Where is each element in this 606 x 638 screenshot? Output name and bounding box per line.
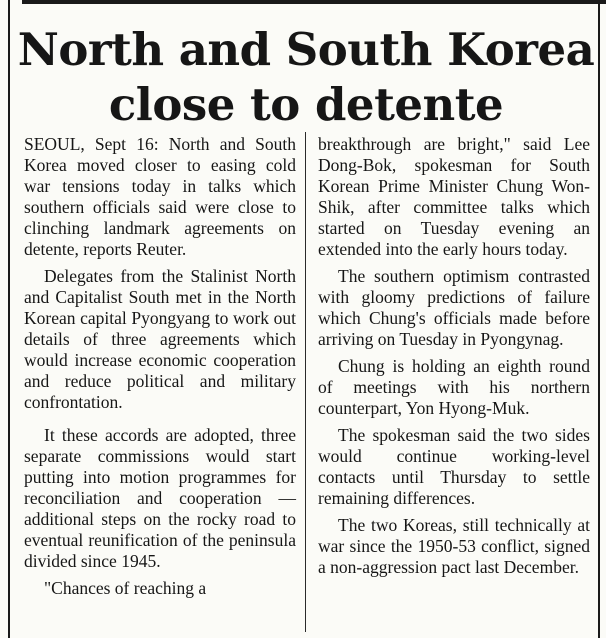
paragraph-optimism: The southern optimism contrasted with gloomy predictions of failure which Chung's officials made before arriving on Tuesday in Pyongynag. [318, 266, 590, 349]
paragraph-meetings: Chung is holding an eighth round of meetings with his northern counterpart, Yon Hyong-Muk. [318, 356, 590, 418]
column-divider [305, 132, 306, 632]
top-border-rule [22, 0, 606, 4]
paragraph-dateline: SEOUL, Sept 16: North and South Korea moved closer to easing cold war tensions today in talks which southern officials said were close to clinching landmark agreements on detente, reports Reuter. [24, 134, 296, 259]
paragraph-breakthrough: breakthrough are bright," said Lee Dong-Bok, spokesman for South Korean Prime Minister Chung Won-Shik, after committee talks which started on Tuesday evening an extended into the early hours today. [318, 134, 590, 259]
left-column [24, 134, 296, 605]
paragraph-two-koreas: The two Koreas, still technically at war since the 1950-53 conflict, signed a non-aggression pact last December. [318, 515, 590, 577]
paragraph-spokesman: The spokesman said the two sides would continue working-level contacts until Thursday to settle remaining differences. [318, 425, 590, 508]
headline-line-2: close to detente [108, 78, 504, 131]
right-column [318, 134, 590, 584]
paragraph-accords: It these accords are adopted, three separate commissions would start putting into motion programmes for reconciliation and cooperation — additional steps on the rocky road to eventual reunification of the peninsula divided since 1945. [24, 425, 296, 571]
left-border-rule [8, 0, 10, 638]
paragraph-delegates: Delegates from the Stalinist North and Capitalist South met in the North Korean capital Pyongyang to work out details of three agreements which would increase economic cooperation and reduce political and military confrontation. [24, 266, 296, 412]
headline-line-1: North and South Korea [17, 23, 595, 76]
headline [14, 22, 598, 132]
right-border-rule [598, 0, 600, 638]
paragraph-chances: "Chances of reaching a [44, 578, 207, 598]
